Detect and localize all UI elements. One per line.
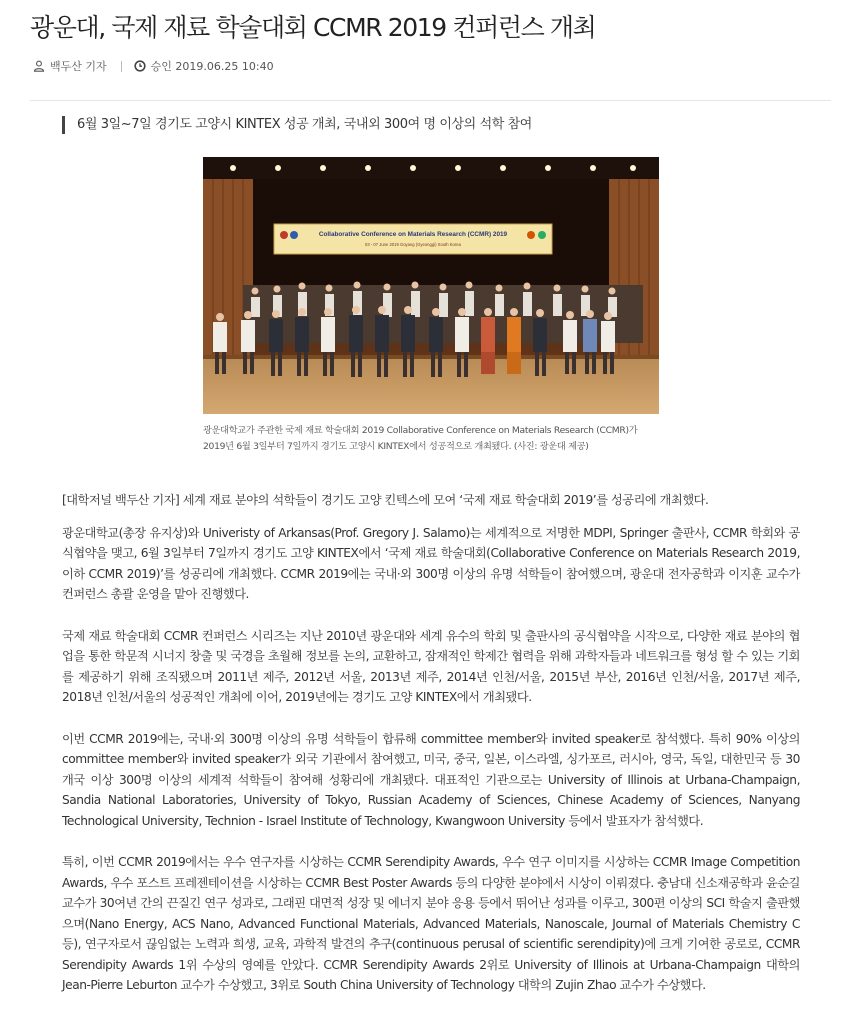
approved-time: 승인 2019.06.25 10:40 xyxy=(150,60,274,73)
paragraph: [대학저널 백두산 기자] 세계 재료 분야의 석학들이 경기도 고양 킨텍스에 모여 ‘국제 재료 학술대회 2019’를 성공리에 개최했다. xyxy=(62,493,709,507)
group-photo-illustration xyxy=(203,157,659,414)
photo-caption: 광운대학교가 주관한 국제 재료 학술대회 2019 Collaborative Conference on Materials Research (CCMR)가 2019년 6월 3일부터 7일까지 경기도 고양시 KINTEX에서 성공적으로 개최됐다. (사진: 광운대 제공) xyxy=(203,425,638,452)
paragraph: 국제 재료 학술대회 CCMR 컨퍼런스 시리즈는 지난 2010년 광운대와 세계 유수의 학회 및 출판사의 공식협약을 시작으로, 다양한 재료 분야의 협업을 통한 학문적 시너지 창출 및 국경을 초월해 정보를 논의, 교환하고, 잠재적인 학제간 협력을 위해 과학자들과 네트워크를 형성 할 수 있는 기회를 제공하기 위해 조직됐으며 2011년 제주, 2012년 서울, 2013년 제주, 2014년 인천/서울, 2015년 부산, 2016년 인천/서울, 2017년 제주, 2018년 인천/서울의 성공적인 개최에 이어, 2019년에는 경기도 고양 KINTEX에서 개최됐다. xyxy=(62,628,800,704)
banner-title: Collaborative Conference on Materials Research (CCMR) 2019 xyxy=(318,231,508,238)
paragraph: 특히, 이번 CCMR 2019에서는 우수 연구자를 시상하는 CCMR Serendipity Awards, 우수 연구 이미지를 시상하는 CCMR Image Competition Awards, 우수 포스트 프레젠테이션을 시상하는 CCMR Best Poster Awards 등의 다양한 분야에서 시상이 이뤄졌다. 충남대 신소재공학과 윤순길 교수가 30여년 간의 끈질긴 연구 성과로, 그래핀 대면적 성장 및 에너지 분야 응용 등에서 뛰어난 성과를 이루고, 300편 이상의 SCI 학술지 출판했으며(Nano Energy, ACS Nano, Advanced Functional Materials, Advanced Materials, Nanoscale, Journal of Materials Chemistry C 등), 연구자로서 끊임없는 노력과 희생, 교육, 과학적 발견의 추구(continuous perusal of scientific serendipity)에 크게 기여한 공로로, CCMR Serendipity Awards 1위 수상의 영예를 안았다. CCMR Serendipity Awards 2위로 University of Illinois at Urbana-Champaign 대학의 Jean-Pierre Leburton 교수가 수상했고, 3위로 South China University of Technology 대학의 Zujin Zhao 교수가 수상했다. xyxy=(62,855,800,992)
person-icon xyxy=(33,60,45,72)
paragraph: 광운대학교(총장 유지상)와 Univeristy of Arkansas(Prof. Gregory J. Salamo)는 세계적으로 저명한 MDPI, Springer 출판사, CCMR 학회와 공식협약을 맺고, 6월 3일부터 7일까지 경기도 고양 KINTEX에서 ‘국제 재료 학술대회(Collaborative Conference on Materials Research 2019, 이하 CCMR 2019)’를 성공리에 개최했다. CCMR 2019에는 국내·외 300명 이상의 유명 석학들이 참여했으며, 광운대 전자공학과 이지훈 교수가 컨퍼런스 총괄 운영을 맡아 진행했다. xyxy=(62,525,800,601)
article-photo[interactable] xyxy=(203,157,659,414)
paragraph: 이번 CCMR 2019에는, 국내·외 300명 이상의 유명 석학들이 합류해 committee member와 invited speaker로 참석했다. 특히 90% 이상의 committee member와 invited speaker가 외국 기관에서 참여했고, 미국, 중국, 일본, 이스라엘, 싱가포르, 러시아, 영국, 독일, 대한민국 등 30개국 이상 300명 이상의 세계적 석학들이 참여해 성황리에 개최됐다. 대표적인 기관으로는 University of Illinois at Urbana-Champaign, Sandia National Laboratories, University of Tokyo, Russian Academy of Sciences, Chinese Academy of Sciences, Nanyang Technological University, Technion - Israel Institute of Technology, Kwangwoon University 등에서 발표자가 참석했다. xyxy=(62,731,800,828)
article-body xyxy=(62,490,800,1011)
banner-subtitle: 03 - 07 June 2019 Goyang (Gyeonggi) South Korea xyxy=(365,242,461,247)
clock-icon xyxy=(134,60,146,72)
article-meta xyxy=(33,58,274,74)
author-name: 백두산 기자 xyxy=(50,60,107,73)
article-subtitle: 6월 3일~7일 경기도 고양시 KINTEX 성공 개최, 국내외 300여 명 이상의 석학 참여 xyxy=(62,116,532,134)
meta-divider xyxy=(121,61,122,72)
header-divider xyxy=(30,100,831,101)
article-title: 광운대, 국제 재료 학술대회 CCMR 2019 컨퍼런스 개최 xyxy=(30,13,596,42)
